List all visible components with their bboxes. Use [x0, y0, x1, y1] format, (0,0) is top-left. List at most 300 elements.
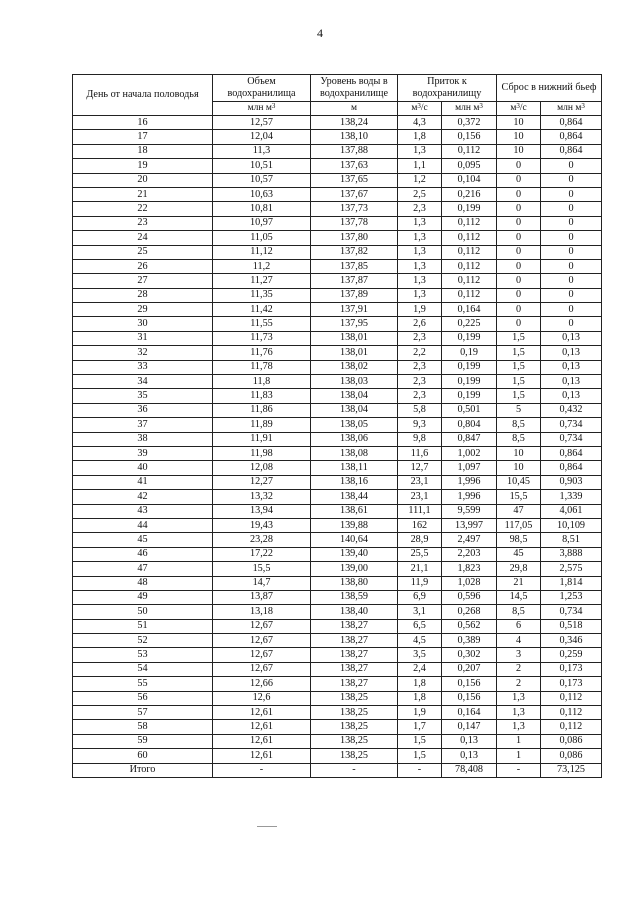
cell-level: 138,25 [311, 720, 398, 734]
cell-volume: 11,86 [213, 403, 311, 417]
table-row [73, 547, 602, 561]
cell-day: 60 [73, 749, 213, 763]
cell-volume: 12,67 [213, 634, 311, 648]
cell-level: 140,64 [311, 533, 398, 547]
cell-discharge-volume: 0,864 [541, 446, 602, 460]
table-row [73, 432, 602, 446]
cell-day: 43 [73, 504, 213, 518]
cell-discharge-volume: 0,734 [541, 432, 602, 446]
table-row [73, 662, 602, 676]
cell-inflow-volume: 0,112 [442, 245, 497, 259]
table-row [73, 446, 602, 460]
cell-volume: 11,76 [213, 346, 311, 360]
table-row [73, 288, 602, 302]
cell-day: 20 [73, 173, 213, 187]
cell-discharge-volume: 0,518 [541, 619, 602, 633]
cell-discharge-flow: 8,5 [497, 605, 541, 619]
unit-volume: млн $м^3$ [213, 102, 311, 116]
cell-inflow-volume: 0,501 [442, 403, 497, 417]
cell-volume: 10,97 [213, 216, 311, 230]
cell-inflow-volume: 1,823 [442, 562, 497, 576]
cell-discharge-flow: 117,05 [497, 518, 541, 532]
cell-inflow-flow: 2,4 [398, 662, 442, 676]
table-row [73, 677, 602, 691]
unit-inflow-flow: $м^3/с$ [398, 102, 442, 116]
cell-day: 36 [73, 403, 213, 417]
table-row [73, 518, 602, 532]
cell-level: 137,85 [311, 259, 398, 273]
table-row [73, 590, 602, 604]
cell-volume: 11,05 [213, 231, 311, 245]
cell-discharge-flow: 1 [497, 749, 541, 763]
cell-discharge-volume: 0 [541, 245, 602, 259]
cell-level: 138,02 [311, 360, 398, 374]
cell-inflow-volume: 0,302 [442, 648, 497, 662]
cell-inflow-flow: 2,5 [398, 187, 442, 201]
cell-level: 139,40 [311, 547, 398, 561]
cell-inflow-flow: 1,8 [398, 691, 442, 705]
cell-level: 138,04 [311, 403, 398, 417]
header-level: Уровень воды в водохранилище [311, 75, 398, 102]
cell-inflow-flow: 25,5 [398, 547, 442, 561]
table-row [73, 274, 602, 288]
cell-inflow-flow: 23,1 [398, 475, 442, 489]
cell-inflow-volume: 0,095 [442, 159, 497, 173]
cell-inflow-volume: 0,199 [442, 389, 497, 403]
cell-volume: 11,27 [213, 274, 311, 288]
cell-inflow-flow: 1,3 [398, 216, 442, 230]
cell-inflow-volume: 0,156 [442, 691, 497, 705]
cell-discharge-volume: 10,109 [541, 518, 602, 532]
cell-volume: 11,12 [213, 245, 311, 259]
cell-inflow-volume: 0,199 [442, 202, 497, 216]
cell-volume: 12,61 [213, 749, 311, 763]
cell-volume: 10,81 [213, 202, 311, 216]
cell-level: 138,08 [311, 446, 398, 460]
cell-discharge-volume: 0,259 [541, 648, 602, 662]
cell-level: 137,73 [311, 202, 398, 216]
cell-day: 41 [73, 475, 213, 489]
table-row [73, 720, 602, 734]
cell-discharge-volume: 0,864 [541, 130, 602, 144]
cell-inflow-volume: 2,203 [442, 547, 497, 561]
cell-volume: 10,51 [213, 159, 311, 173]
cell-discharge-flow: 1,3 [497, 691, 541, 705]
cell-level: 138,27 [311, 677, 398, 691]
cell-discharge-volume: 0,13 [541, 331, 602, 345]
cell-inflow-flow: 1,7 [398, 720, 442, 734]
cell-level: 138,16 [311, 475, 398, 489]
cell-discharge-flow: 8,5 [497, 418, 541, 432]
cell-volume: 12,61 [213, 720, 311, 734]
cell-inflow-volume: 1,996 [442, 490, 497, 504]
cell-discharge-volume: 0,13 [541, 375, 602, 389]
cell-day: 53 [73, 648, 213, 662]
cell-day: 46 [73, 547, 213, 561]
cell-volume: 11,78 [213, 360, 311, 374]
cell-day: 31 [73, 331, 213, 345]
cell-discharge-volume: 0 [541, 303, 602, 317]
cell-level: - [311, 763, 398, 777]
cell-inflow-volume: 0,112 [442, 259, 497, 273]
cell-day: 29 [73, 303, 213, 317]
header-day: День от начала половодья [73, 75, 213, 116]
cell-level: 138,01 [311, 346, 398, 360]
cell-discharge-flow: 10 [497, 144, 541, 158]
cell-inflow-flow: 11,6 [398, 446, 442, 460]
cell-day: 58 [73, 720, 213, 734]
table-row [73, 403, 602, 417]
cell-inflow-flow: 1,3 [398, 274, 442, 288]
cell-inflow-volume: 1,028 [442, 576, 497, 590]
cell-level: 138,40 [311, 605, 398, 619]
cell-inflow-flow: 4,3 [398, 116, 442, 130]
cell-day: 19 [73, 159, 213, 173]
cell-volume: 11,83 [213, 389, 311, 403]
cell-volume: 12,67 [213, 648, 311, 662]
cell-inflow-flow: 2,3 [398, 360, 442, 374]
cell-level: 137,82 [311, 245, 398, 259]
cell-level: 138,11 [311, 461, 398, 475]
cell-inflow-flow: 23,1 [398, 490, 442, 504]
cell-day: 23 [73, 216, 213, 230]
cell-discharge-volume: 3,888 [541, 547, 602, 561]
header-discharge: Сброс в нижний бьеф [497, 75, 602, 102]
table-row [73, 202, 602, 216]
cell-level: 137,87 [311, 274, 398, 288]
cell-volume: 13,94 [213, 504, 311, 518]
cell-discharge-flow: 0 [497, 259, 541, 273]
table-row [73, 259, 602, 273]
cell-discharge-flow: 15,5 [497, 490, 541, 504]
cell-discharge-flow: 1,5 [497, 375, 541, 389]
reservoir-flood-table [72, 74, 602, 778]
cell-level: 138,25 [311, 691, 398, 705]
cell-day: 18 [73, 144, 213, 158]
cell-inflow-volume: 0,112 [442, 274, 497, 288]
cell-inflow-volume: 0,847 [442, 432, 497, 446]
cell-volume: 23,28 [213, 533, 311, 547]
table-row [73, 648, 602, 662]
cell-inflow-volume: 0,112 [442, 216, 497, 230]
cell-level: 137,95 [311, 317, 398, 331]
header-volume: Объем водохранилища [213, 75, 311, 102]
cell-discharge-volume: 0,112 [541, 720, 602, 734]
cell-inflow-volume: 0,216 [442, 187, 497, 201]
table-row [73, 576, 602, 590]
cell-discharge-flow: 0 [497, 303, 541, 317]
cell-inflow-volume: 0,112 [442, 144, 497, 158]
cell-day: 44 [73, 518, 213, 532]
cell-discharge-volume: 0,903 [541, 475, 602, 489]
cell-inflow-flow: 2,6 [398, 317, 442, 331]
table-row [73, 562, 602, 576]
scan-mark [257, 826, 277, 827]
cell-inflow-volume: 0,13 [442, 749, 497, 763]
cell-discharge-flow: 98,5 [497, 533, 541, 547]
cell-volume: 12,67 [213, 662, 311, 676]
cell-volume: 11,98 [213, 446, 311, 460]
cell-day: 59 [73, 734, 213, 748]
cell-discharge-flow: 10 [497, 116, 541, 130]
cell-inflow-flow: 1,3 [398, 259, 442, 273]
cell-volume: 12,6 [213, 691, 311, 705]
cell-level: 137,80 [311, 231, 398, 245]
cell-inflow-volume: 0,112 [442, 231, 497, 245]
cell-inflow-volume: 0,199 [442, 360, 497, 374]
cell-volume: 12,08 [213, 461, 311, 475]
cell-discharge-volume: 0 [541, 288, 602, 302]
cell-inflow-flow: 6,9 [398, 590, 442, 604]
table-row [73, 144, 602, 158]
cell-day: 42 [73, 490, 213, 504]
cell-discharge-flow: 10 [497, 130, 541, 144]
table-row [73, 187, 602, 201]
cell-inflow-flow: 2,3 [398, 331, 442, 345]
cell-discharge-flow: 1,5 [497, 331, 541, 345]
cell-discharge-flow: 0 [497, 173, 541, 187]
cell-inflow-volume: 0,112 [442, 288, 497, 302]
cell-inflow-flow: 3,1 [398, 605, 442, 619]
cell-day: 38 [73, 432, 213, 446]
page-number: 4 [317, 26, 323, 40]
cell-inflow-flow: - [398, 763, 442, 777]
cell-level: 138,27 [311, 634, 398, 648]
cell-discharge-flow: 21 [497, 576, 541, 590]
cell-discharge-flow: 2 [497, 662, 541, 676]
table-row [73, 475, 602, 489]
cell-discharge-volume: 0,112 [541, 706, 602, 720]
cell-discharge-flow: 0 [497, 274, 541, 288]
cell-inflow-volume: 0,804 [442, 418, 497, 432]
table-row [73, 346, 602, 360]
cell-inflow-flow: 1,8 [398, 677, 442, 691]
cell-discharge-flow: 0 [497, 245, 541, 259]
cell-inflow-flow: 1,2 [398, 173, 442, 187]
table-row [73, 331, 602, 345]
cell-volume: - [213, 763, 311, 777]
cell-discharge-volume: 0,13 [541, 346, 602, 360]
cell-volume: 17,22 [213, 547, 311, 561]
cell-inflow-flow: 1,5 [398, 749, 442, 763]
cell-discharge-flow: 1,5 [497, 346, 541, 360]
table-row [73, 116, 602, 130]
cell-discharge-volume: 0 [541, 187, 602, 201]
cell-day: 37 [73, 418, 213, 432]
cell-discharge-flow: 1,5 [497, 360, 541, 374]
table-row [73, 317, 602, 331]
cell-discharge-flow: 0 [497, 231, 541, 245]
cell-volume: 11,8 [213, 375, 311, 389]
table-body [73, 116, 602, 778]
cell-inflow-volume: 0,225 [442, 317, 497, 331]
cell-discharge-flow: 29,8 [497, 562, 541, 576]
cell-day: 27 [73, 274, 213, 288]
cell-volume: 14,7 [213, 576, 311, 590]
cell-day: 51 [73, 619, 213, 633]
table-row [73, 504, 602, 518]
cell-day: 16 [73, 116, 213, 130]
cell-day: 34 [73, 375, 213, 389]
cell-inflow-volume: 0,199 [442, 331, 497, 345]
cell-day: 17 [73, 130, 213, 144]
cell-inflow-flow: 1,3 [398, 288, 442, 302]
cell-discharge-volume: 0 [541, 317, 602, 331]
cell-discharge-flow: 5 [497, 403, 541, 417]
cell-volume: 10,63 [213, 187, 311, 201]
cell-inflow-flow: 28,9 [398, 533, 442, 547]
cell-discharge-volume: 0,173 [541, 662, 602, 676]
cell-discharge-flow: 0 [497, 317, 541, 331]
cell-inflow-flow: 1,5 [398, 734, 442, 748]
cell-volume: 11,89 [213, 418, 311, 432]
cell-inflow-volume: 0,207 [442, 662, 497, 676]
cell-discharge-flow: 0 [497, 187, 541, 201]
cell-level: 138,61 [311, 504, 398, 518]
cell-discharge-flow: 6 [497, 619, 541, 633]
cell-level: 138,24 [311, 116, 398, 130]
cell-discharge-flow: 0 [497, 288, 541, 302]
total-row [73, 763, 602, 777]
cell-volume: 12,57 [213, 116, 311, 130]
cell-day: 22 [73, 202, 213, 216]
cell-volume: 12,66 [213, 677, 311, 691]
cell-level: 137,65 [311, 173, 398, 187]
cell-inflow-volume: 0,19 [442, 346, 497, 360]
cell-day: 39 [73, 446, 213, 460]
cell-inflow-volume: 13,997 [442, 518, 497, 532]
cell-inflow-flow: 2,3 [398, 375, 442, 389]
cell-discharge-volume: 8,51 [541, 533, 602, 547]
cell-discharge-flow: 10,45 [497, 475, 541, 489]
cell-level: 138,10 [311, 130, 398, 144]
cell-level: 138,44 [311, 490, 398, 504]
cell-discharge-volume: 1,339 [541, 490, 602, 504]
cell-level: 137,67 [311, 187, 398, 201]
cell-inflow-volume: 0,164 [442, 706, 497, 720]
cell-inflow-volume: 0,156 [442, 130, 497, 144]
cell-discharge-flow: 1,3 [497, 706, 541, 720]
unit-discharge-volume: млн $м^3$ [541, 102, 602, 116]
unit-discharge-flow: $м^3/с$ [497, 102, 541, 116]
header-inflow: Приток к водохранилищу [398, 75, 497, 102]
cell-inflow-flow: 12,7 [398, 461, 442, 475]
cell-level: 137,63 [311, 159, 398, 173]
cell-day: 57 [73, 706, 213, 720]
table-row [73, 231, 602, 245]
cell-level: 138,25 [311, 706, 398, 720]
cell-day: 28 [73, 288, 213, 302]
cell-discharge-volume: 0,864 [541, 461, 602, 475]
cell-inflow-volume: 9,599 [442, 504, 497, 518]
table-row [73, 533, 602, 547]
cell-discharge-flow: 10 [497, 446, 541, 460]
cell-discharge-volume: 0 [541, 274, 602, 288]
cell-level: 137,89 [311, 288, 398, 302]
table-row [73, 734, 602, 748]
cell-inflow-flow: 9,8 [398, 432, 442, 446]
cell-inflow-volume: 0,104 [442, 173, 497, 187]
cell-inflow-flow: 5,8 [398, 403, 442, 417]
table-row [73, 389, 602, 403]
cell-day: 54 [73, 662, 213, 676]
cell-volume: 11,42 [213, 303, 311, 317]
cell-inflow-flow: 4,5 [398, 634, 442, 648]
table-row [73, 490, 602, 504]
cell-level: 138,25 [311, 749, 398, 763]
cell-level: 139,88 [311, 518, 398, 532]
cell-discharge-flow: 4 [497, 634, 541, 648]
cell-day: 24 [73, 231, 213, 245]
cell-level: 138,27 [311, 648, 398, 662]
cell-volume: 12,61 [213, 706, 311, 720]
cell-volume: 13,87 [213, 590, 311, 604]
cell-level: 138,59 [311, 590, 398, 604]
cell-inflow-flow: 21,1 [398, 562, 442, 576]
cell-discharge-volume: 0,13 [541, 360, 602, 374]
cell-day: 21 [73, 187, 213, 201]
cell-discharge-flow: 47 [497, 504, 541, 518]
total-label: Итого [73, 763, 213, 777]
cell-inflow-flow: 1,9 [398, 303, 442, 317]
cell-discharge-volume: 0 [541, 173, 602, 187]
cell-inflow-flow: 9,3 [398, 418, 442, 432]
table-row [73, 216, 602, 230]
cell-inflow-volume: 0,389 [442, 634, 497, 648]
cell-inflow-volume: 0,147 [442, 720, 497, 734]
cell-inflow-volume: 0,164 [442, 303, 497, 317]
cell-inflow-volume: 0,372 [442, 116, 497, 130]
cell-inflow-flow: 1,3 [398, 144, 442, 158]
cell-inflow-flow: 3,5 [398, 648, 442, 662]
cell-discharge-flow: 3 [497, 648, 541, 662]
table-row [73, 159, 602, 173]
cell-level: 138,01 [311, 331, 398, 345]
cell-inflow-volume: 1,996 [442, 475, 497, 489]
cell-day: 50 [73, 605, 213, 619]
cell-inflow-flow: 1,1 [398, 159, 442, 173]
cell-discharge-flow: 0 [497, 202, 541, 216]
cell-inflow-volume: 1,097 [442, 461, 497, 475]
cell-discharge-flow: 14,5 [497, 590, 541, 604]
cell-level: 138,27 [311, 619, 398, 633]
cell-day: 45 [73, 533, 213, 547]
table-row [73, 619, 602, 633]
cell-level: 138,05 [311, 418, 398, 432]
cell-discharge-volume: 4,061 [541, 504, 602, 518]
table-row [73, 605, 602, 619]
cell-day: 48 [73, 576, 213, 590]
cell-discharge-flow: 1,5 [497, 389, 541, 403]
cell-discharge-volume: 0 [541, 216, 602, 230]
cell-discharge-volume: 0,086 [541, 734, 602, 748]
cell-volume: 13,32 [213, 490, 311, 504]
cell-discharge-volume: 0 [541, 159, 602, 173]
cell-volume: 11,2 [213, 259, 311, 273]
cell-discharge-volume: 0,734 [541, 418, 602, 432]
table-row [73, 691, 602, 705]
cell-inflow-flow: 1,9 [398, 706, 442, 720]
cell-volume: 11,35 [213, 288, 311, 302]
cell-discharge-volume: 0,432 [541, 403, 602, 417]
cell-discharge-flow: 0 [497, 159, 541, 173]
cell-discharge-volume: 0,864 [541, 144, 602, 158]
cell-discharge-flow: 0 [497, 216, 541, 230]
cell-level: 137,88 [311, 144, 398, 158]
cell-discharge-volume: 0,864 [541, 116, 602, 130]
cell-inflow-flow: 162 [398, 518, 442, 532]
cell-discharge-flow: 45 [497, 547, 541, 561]
